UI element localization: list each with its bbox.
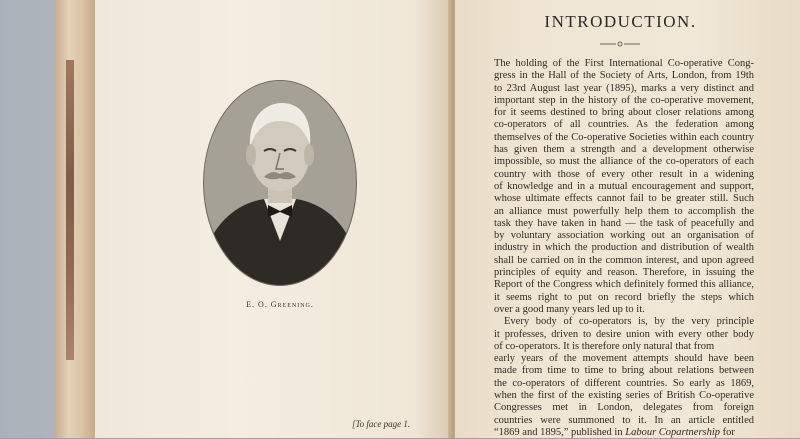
body-line: countries were summoned to it. In an article entitled: [494, 414, 754, 426]
body-line: has given them a strength and a development otherwise: [494, 144, 754, 156]
body-line: it seems right to put on record briefly the steps which: [494, 291, 754, 303]
body-line: impossible, so must the alliance of the co-operators of each: [494, 156, 754, 168]
body-line: of knowledge and in a mutual encouragement and support,: [494, 180, 754, 192]
body-line: early years of the movement attempts should have been: [494, 353, 754, 365]
body-line: The holding of the First International Co-operative Cong-: [494, 58, 754, 69]
body-line: Congresses met in London, delegates from foreign: [494, 402, 754, 414]
body-line: when the first of the existing series of British Co-operative: [494, 390, 754, 402]
body-line-text: for: [720, 426, 735, 438]
ornament-rule-icon: [600, 41, 640, 47]
body-line: task they have taken in hand — the task of peacefully and: [494, 217, 754, 229]
plate-note: [To face page 1.: [352, 419, 411, 429]
body-line: [494, 427, 754, 439]
body-lines: [494, 58, 754, 427]
body-line: it professes, driven to desire union with every other body: [494, 328, 754, 340]
body-line: an alliance must powerfully help them to accomplish the: [494, 205, 754, 217]
body-line: to 23rd August last year (1895), marks a very distinct and: [494, 82, 754, 94]
introduction-body: [494, 58, 754, 439]
body-line: over a good many years led up to it.: [494, 303, 645, 315]
portrait-engraving: [203, 80, 357, 286]
portrait-caption: E. O. Greening.: [246, 300, 314, 309]
body-line: Report of the Congress which definitely formed this alliance,: [494, 279, 754, 291]
body-line: themselves of the Co-operative Societies within each country: [494, 131, 754, 143]
body-line: important step in the history of the co-operative movement,: [494, 94, 754, 106]
body-line: shall be carried on in the common interest, and upon agreed: [494, 254, 754, 266]
portrait-figure: [204, 81, 356, 285]
body-line: the co-operators of different countries. So early as 1869,: [494, 377, 754, 389]
body-line: principles of equity and reason. Therefore, in issuing the: [494, 267, 754, 279]
body-line: Every body of co-operators is, by the very principle: [504, 316, 754, 328]
body-line: whose ultimate effects cannot fail to be greater still. Such: [494, 193, 754, 205]
binding-wear: [66, 60, 74, 360]
body-line-text: “1869 and 1895,” published in: [494, 426, 626, 438]
journal-title: Labour Copartnership: [625, 426, 721, 438]
body-line: gress in the Hall of the Society of Arts, London, from 19th: [494, 70, 754, 82]
body-line: made from time to time to bring about relations between: [494, 365, 754, 377]
book-binding-edge: [55, 0, 95, 438]
body-line: by voluntary association working out an organisation of: [494, 230, 754, 242]
chapter-heading: INTRODUCTION.: [544, 12, 697, 31]
body-line: for it seems destined to bring about closer relations among: [494, 107, 754, 119]
body-line: of co-operators. It is therefore only natural that from: [494, 340, 715, 352]
body-line: industry in which the production and distribution of wealth: [494, 242, 754, 254]
body-line: co-operators of all countries. As the federation among: [494, 119, 754, 131]
body-line: country with those of every other result in a widening: [494, 168, 754, 180]
